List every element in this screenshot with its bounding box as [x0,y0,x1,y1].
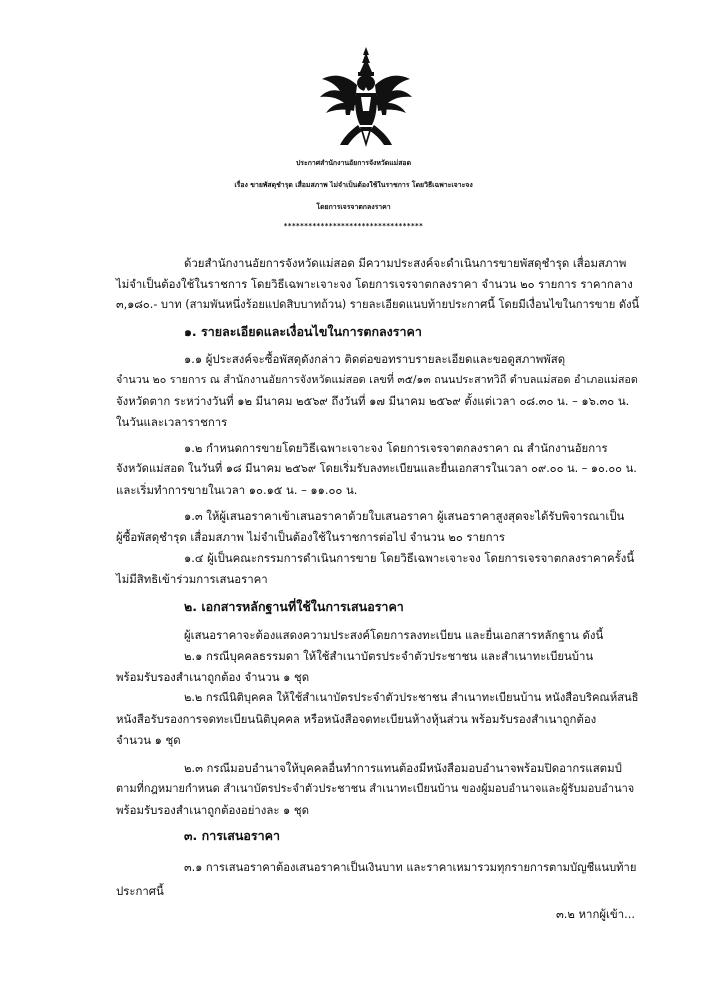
paragraph-line: ๑.๑ ผู้ประสงค์จะซื้อพัสดุดังกล่าว ติดต่อขอทราบรายละเอียดและขอดูสภาพพัสดุ [184,352,566,366]
intro-line: ไม่จำเป็นต้องใช้ในราชการ โดยวิธีเฉพาะเจาะจง โดยการเจรจาตกลงราคา จำนวน ๒๐ รายการ ราคากลาง [116,277,633,291]
paragraph-line: ๑.๒ กำหนดการขายโดยวิธีเฉพาะเจาะจง โดยการเจรจาตกลงราคา ณ สำนักงานอัยการ [184,441,608,455]
paragraph-line: ไม่มีสิทธิเข้าร่วมการเสนอราคา [116,572,268,586]
paragraph-line: ๒.๑ กรณีบุคคลธรรมดา ให้ใช้สำเนาบัตรประจำตัวประชาชน และสำเนาทะเบียนบ้าน [184,649,594,663]
title-divider: ********************************** [283,222,424,230]
paragraph-line: จำนวน ๒๐ รายการ ณ สำนักงานอัยการจังหวัดแม่สอด เลขที่ ๓๕/๑๓ ถนนประสาทวิถี ตำบลแม่สอด อำเภอแม่สอด [116,373,638,386]
paragraph-line: และเริ่มทำการขายในเวลา ๑๐.๑๕ น. – ๑๑.๐๐ น. [116,483,358,497]
paragraph-line: ผู้เสนอราคาจะต้องแสดงความประสงค์โดยการลงทะเบียน และยื่นเอกสารหลักฐาน ดังนี้ [184,628,604,642]
paragraph-line: จำนวน ๑ ชุด [116,733,181,747]
paragraph-line: ผู้ซื้อพัสดุชำรุด เสื่อมสภาพ ไม่จำเป็นต้องใช้ในราชการต่อไป จำนวน ๒๐ รายการ [116,530,506,544]
paragraph-line: ๓.๑ การเสนอราคาต้องเสนอราคาเป็นเงินบาท และราคาเหมารวมทุกรายการตามบัญชีแนบท้าย [184,861,637,874]
intro-line: ด้วยสำนักงานอัยการจังหวัดแม่สอด มีความประสงค์จะดำเนินการขายพัสดุชำรุด เสื่อมสภาพ [184,256,627,270]
paragraph-line: ในวันและเวลาราชการ [116,415,228,429]
paragraph-line: ๑.๔ ผู้เป็นคณะกรรมการดำเนินการขาย โดยวิธีเฉพาะเจาะจง โดยการเจรจาตกลงราคาครั้งนี้ [184,551,635,565]
section-heading: ๓. การเสนอราคา [184,828,281,843]
section-heading: ๒. เอกสารหลักฐานที่ใช้ในการเสนอราคา [184,599,404,614]
paragraph-line: พร้อมรับรองสำเนาถูกต้อง จำนวน ๑ ชุด [116,670,310,684]
paragraph-line: ๒.๓ กรณีมอบอำนาจให้บุคคลอื่นทำการแทนต้องมีหนังสือมอบอำนาจพร้อมปิดอากรแสตมป์ [184,761,622,775]
paragraph-line: จังหวัดแม่สอด ในวันที่ ๑๘ มีนาคม ๒๕๖๙ โดยเริ่มรับลงทะเบียนและยื่นเอกสารในเวลา ๐๙.๐๐ น. – ๑๐.๐๐ น. [116,462,637,475]
intro-line: ๓,๑๘๐.- บาท (สามพันหนึ่งร้อยแปดสิบบาทถ้วน) รายละเอียดแนบท้ายประกาศนี้ โดยมีเงื่อนไขในการขาย ดังนี้ [116,298,640,311]
paragraph-line: หนังสือรับรองการจดทะเบียนนิติบุคคล หรือหนังสือจดทะเบียนห้างหุ้นส่วน พร้อมรับรองสำเนาถูกต้อง [116,712,597,726]
paragraph-line: พร้อมรับรองสำเนาถูกต้องอย่างละ ๑ ชุด [116,803,310,817]
paragraph-line: ๒.๒ กรณีนิติบุคคล ให้ใช้สำเนาบัตรประจำตัวประชาชน สำเนาทะเบียนบ้าน หนังสือบริคณห์สนธิ [184,691,639,704]
garuda-emblem [316,45,416,150]
notice-title: ประกาศสำนักงานอัยการจังหวัดแม่สอด [295,159,412,167]
paragraph-line: ประกาศนี้ [116,884,164,898]
paragraph-line: ตามที่กฎหมายกำหนด สำเนาบัตรประจำตัวประชาชน สำเนาทะเบียนบ้าน ของผู้มอบอำนาจและผู้รับมอบอำนาจ [116,782,635,795]
notice-subject: เรื่อง ขายพัสดุชำรุด เสื่อมสภาพ ไม่จำเป็นต้องใช้ในราชการ โดยวิธีเฉพาะเจาะจง [234,181,473,189]
paragraph-line: จังหวัดตาก ระหว่างวันที่ ๑๒ มีนาคม ๒๕๖๙ ถึงวันที่ ๑๗ มีนาคม ๒๕๖๙ ตั้งแต่เวลา ๐๘.๓๐ น. – ๑๖.๓๐ น. [116,394,630,408]
section-heading: ๑. รายละเอียดและเงื่อนไขในการตกลงราคา [184,324,422,339]
paragraph-line: ๑.๓ ให้ผู้เสนอราคาเข้าเสนอราคาด้วยใบเสนอราคา ผู้เสนอราคาสูงสุดจะได้รับพิจารณาเป็น [184,509,625,523]
continuation-marker: ๓.๒ หากผู้เข้า... [556,907,635,921]
notice-method: โดยการเจรจาตกลงราคา [316,203,391,211]
